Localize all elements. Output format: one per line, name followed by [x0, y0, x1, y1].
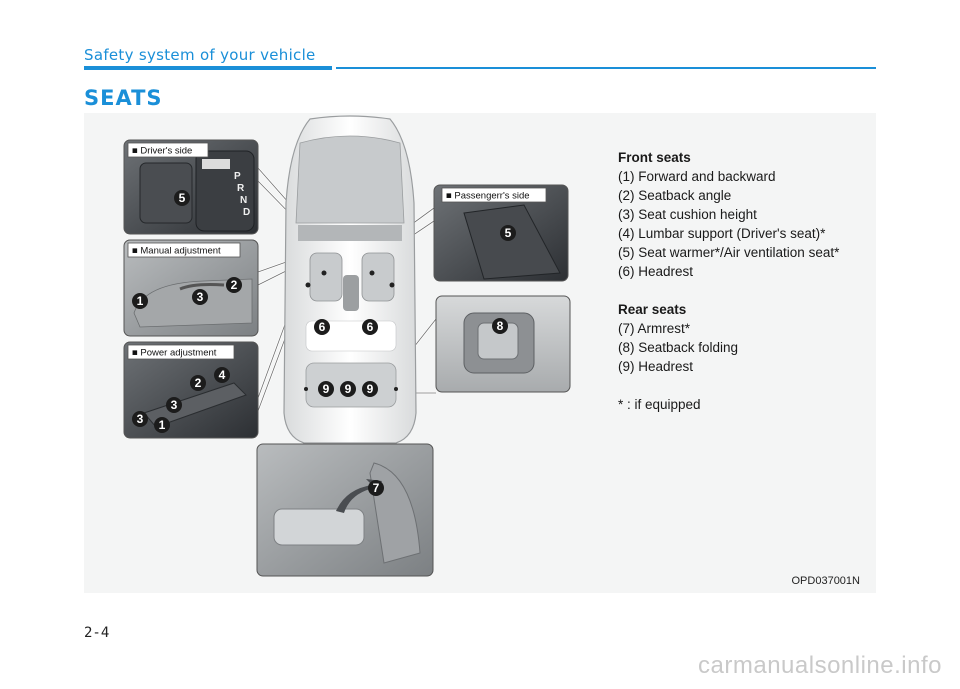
front-seats-heading: Front seats	[618, 150, 691, 165]
inset-label-manual-adjustment: ■ Manual adjustment	[132, 245, 221, 257]
inset-seatback-folding	[436, 296, 570, 392]
callout-6-left: 6	[318, 320, 326, 334]
watermark: carmanualsonline.info	[698, 652, 942, 679]
callout-2-manual: 2	[230, 278, 238, 292]
footnote: * : if equipped	[618, 397, 701, 412]
callout-1-manual: 1	[136, 294, 144, 308]
callout-7-armrest: 7	[372, 481, 380, 495]
car-top-view	[284, 116, 416, 443]
section-header: Safety system of your vehicle	[84, 46, 316, 64]
inset-drivers-side	[124, 140, 258, 234]
front-item-6: (6) Headrest	[618, 264, 694, 279]
callout-9-right: 9	[366, 382, 374, 396]
rear-item-7: (7) Armrest*	[618, 321, 691, 336]
callout-2-power: 2	[194, 376, 202, 390]
inset-rear-armrest	[257, 444, 433, 576]
page-number: 2-4	[84, 625, 110, 641]
front-item-2: (2) Seatback angle	[618, 188, 732, 203]
figure-code: OPD037001N	[791, 575, 860, 587]
gear-letter-r: R	[237, 183, 245, 194]
rear-seats-heading: Rear seats	[618, 302, 687, 317]
inset-passenger-side	[434, 185, 568, 281]
page-title: SEATS	[84, 86, 163, 110]
gear-letter-n: N	[240, 195, 248, 206]
inset-label-drivers-side: ■ Driver's side	[132, 145, 193, 157]
front-item-3: (3) Seat cushion height	[618, 207, 757, 222]
front-item-1: (1) Forward and backward	[618, 169, 776, 184]
callout-3-manual: 3	[196, 290, 204, 304]
rear-item-8: (8) Seatback folding	[618, 340, 739, 355]
callout-9-left: 9	[322, 382, 330, 396]
front-item-4: (4) Lumbar support (Driver's seat)*	[618, 226, 826, 241]
seat-legend	[618, 148, 839, 414]
inset-label-passenger-side: ■ Passengerr's side	[446, 190, 530, 202]
callout-1-power: 1	[158, 418, 166, 432]
inset-power-adjustment	[124, 342, 258, 438]
callout-5-driver: 5	[178, 191, 186, 205]
callout-5-passenger: 5	[504, 226, 512, 240]
callout-6-right: 6	[366, 320, 374, 334]
callout-9-center: 9	[344, 382, 352, 396]
callout-4-power: 4	[218, 368, 226, 382]
seats-figure	[84, 113, 876, 593]
gear-letter-p: P	[234, 171, 241, 182]
header-rule-thin	[336, 67, 876, 69]
callout-8-folding: 8	[496, 319, 504, 333]
inset-label-power-adjustment: ■ Power adjustment	[132, 347, 217, 359]
callout-3-power-upper: 3	[170, 398, 178, 412]
gear-letter-d: D	[243, 207, 251, 218]
rear-item-9: (9) Headrest	[618, 359, 694, 374]
callout-3-power-lower: 3	[136, 412, 144, 426]
inset-manual-adjustment	[124, 240, 258, 336]
header-rule-thick	[84, 66, 332, 70]
front-item-5: (5) Seat warmer*/Air ventilation seat*	[618, 245, 840, 260]
